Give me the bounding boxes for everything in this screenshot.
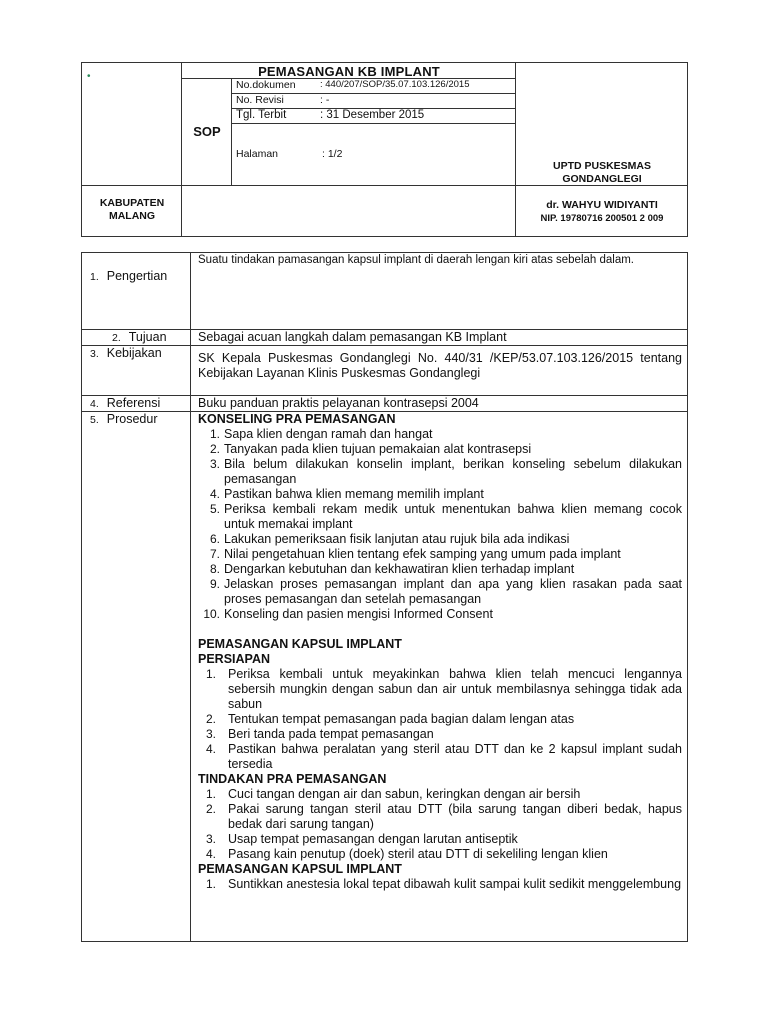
list-item (198, 727, 682, 742)
referensi-label (90, 396, 160, 410)
list-item-text: Pakai sarung tangan steril atau DTT (bila sarung tangan diberi bedak, hapus bedak dari sarung tangan) (228, 802, 682, 831)
kapsul-heading: PEMASANGAN KAPSUL IMPLANT (198, 637, 402, 651)
no-revisi-value: : - (320, 94, 330, 106)
header-divider (231, 123, 515, 124)
list-item-text: Konseling dan pasien mengisi Informed Consent (224, 607, 493, 621)
list-item-number: 5. (209, 502, 220, 516)
list-item-number: 9. (209, 577, 220, 591)
list-item-number: 1. (205, 877, 216, 891)
sop-header-table (81, 62, 688, 237)
list-item-number: 1. (205, 667, 216, 681)
halaman-value: : 1/2 (322, 148, 343, 160)
organization-name (516, 160, 688, 186)
list-item (198, 847, 682, 862)
list-item-text: Jelaskan proses pemasangan implant dan apa yang klien rasakan pada saat proses pemasangan dan setelah pemasangan (224, 577, 682, 606)
list-item-text: Cuci tangan dengan air dan sabun, keringkan dengan air bersih (228, 787, 581, 801)
list-item-text: Nilai pengetahuan klien tentang efek samping yang umum pada implant (224, 547, 621, 561)
list-item-text: Tanyakan pada klien tujuan pemakaian alat kontrasepsi (224, 442, 532, 456)
no-dokumen-label: No.dokumen (236, 79, 296, 91)
tujuan-label-text: Tujuan (128, 330, 167, 344)
tindakan-list (198, 787, 682, 862)
list-item (198, 742, 682, 772)
organization-line-1: UPTD PUSKESMAS (552, 160, 651, 172)
list-item-text: Suntikkan anestesia lokal tepat dibawah kulit sampai kulit sedikit menggelembung (228, 877, 682, 891)
list-item-number: 4. (205, 742, 216, 756)
prosedur-label (90, 412, 158, 426)
tujuan-label (112, 330, 167, 344)
list-item (198, 787, 682, 802)
list-item (198, 577, 682, 607)
list-item (198, 457, 682, 487)
tujuan-text: Sebagai acuan langkah dalam pemasangan KB Implant (198, 330, 507, 344)
list-item (198, 667, 682, 712)
list-item-number: 4. (205, 847, 216, 861)
green-dot-mark: • (87, 71, 91, 82)
referensi-label-text: Referensi (106, 396, 161, 410)
sop-content-table (81, 252, 688, 942)
list-item-number: 2. (209, 442, 220, 456)
list-item-text: Bila belum dilakukan konselin implant, berikan konseling sebelum dilakukan pemasangan (224, 457, 682, 486)
no-revisi-label: No. Revisi (236, 94, 284, 106)
prosedur-number: 5. (90, 414, 99, 426)
prosedur-label-text: Prosedur (106, 412, 158, 426)
list-item-text: Pastikan bahwa klien memang memilih implant (224, 487, 484, 501)
kebijakan-label (90, 346, 162, 360)
list-item (198, 562, 682, 577)
pemasangan-list (198, 877, 682, 892)
list-item-number: 4. (209, 487, 220, 501)
list-item-text: Sapa klien dengan ramah dan hangat (224, 427, 433, 441)
list-item-number: 7. (209, 547, 220, 561)
list-item (198, 547, 682, 562)
list-item (198, 712, 682, 727)
list-item-text: Usap tempat pemasangan dengan larutan antiseptik (228, 832, 518, 846)
list-item-number: 6. (209, 532, 220, 546)
list-item-text: Beri tanda pada tempat pemasangan (228, 727, 434, 741)
pengertian-label-text: Pengertian (106, 269, 168, 283)
list-item-text: Pastikan bahwa peralatan yang steril atau DTT dan ke 2 kapsul implant sudah tersedia (228, 742, 682, 771)
list-item (198, 502, 682, 532)
list-item (198, 607, 682, 622)
list-item-text: Pasang kain penutup (doek) steril atau DTT di sekeliling lengan klien (228, 847, 608, 861)
kebijakan-label-text: Kebijakan (106, 346, 162, 360)
region-name (82, 197, 182, 223)
pengertian-number: 1. (90, 271, 99, 283)
row-divider (82, 345, 687, 346)
list-item-number: 2. (205, 712, 216, 726)
persiapan-heading: PERSIAPAN (198, 652, 271, 666)
konseling-heading: KONSELING PRA PEMASANGAN (198, 412, 396, 426)
list-item-text: Periksa kembali rekam medik untuk menentukan bahwa klien memang cocok untuk memakai implant (224, 502, 682, 531)
region-line-2: MALANG (108, 210, 156, 222)
organization-line-2: GONDANGLEGI (562, 173, 642, 185)
tujuan-number: 2. (112, 332, 121, 344)
list-item (198, 487, 682, 502)
prosedur-content (198, 412, 682, 892)
konseling-list (198, 427, 682, 622)
tindakan-heading: TINDAKAN PRA PEMASANGAN (198, 772, 387, 786)
halaman-label: Halaman (236, 148, 279, 160)
list-item-text: Tentukan tempat pemasangan pada bagian dalam lengan atas (228, 712, 575, 726)
column-divider (190, 253, 191, 941)
list-item-number: 3. (205, 727, 216, 741)
kebijakan-number: 3. (90, 348, 99, 360)
pengertian-label (90, 269, 167, 283)
signatory-name: dr. WAHYU WIDIYANTI (546, 199, 658, 211)
tgl-terbit-label: Tgl. Terbit (236, 109, 287, 121)
list-item-text: Dengarkan kebutuhan dan kekhawatiran klien terhadap implant (224, 562, 575, 576)
list-item-text: Lakukan pemeriksaan fisik lanjutan atau rujuk bila ada indikasi (224, 532, 570, 546)
list-item (198, 802, 682, 832)
referensi-number: 4. (90, 398, 99, 410)
kebijakan-text: SK Kepala Puskesmas Gondanglegi No. 440/31 /KEP/53.07.103.126/2015 tentang Kebijakan Layanan Klinis Puskesmas Gondanglegi (198, 351, 682, 380)
document-title: PEMASANGAN KB IMPLANT (258, 64, 440, 79)
list-item (198, 877, 682, 892)
list-item-number: 3. (205, 832, 216, 846)
persiapan-list (198, 667, 682, 772)
tgl-terbit-value: : 31 Desember 2015 (320, 109, 425, 121)
referensi-text: Buku panduan praktis pelayanan kontrasepsi 2004 (198, 396, 479, 410)
list-item (198, 427, 682, 442)
signatory-nip: NIP. 19780716 200501 2 009 (540, 213, 664, 224)
list-item-text: Periksa kembali untuk meyakinkan bahwa klien telah mencuci lengannya sebersih mungkin dengan sabun dan air untuk membilasnya sehingga tidak ada sabun (228, 667, 682, 711)
list-item-number: 3. (209, 457, 220, 471)
list-item-number: 2. (205, 802, 216, 816)
region-line-1: KABUPATEN (99, 197, 165, 209)
list-item (198, 832, 682, 847)
list-item (198, 532, 682, 547)
sop-label: SOP (193, 124, 221, 139)
signatory (516, 199, 688, 225)
list-item-number: 10. (203, 607, 220, 621)
no-dokumen-value: : 440/207/SOP/35.07.103.126/2015 (320, 79, 470, 90)
list-item-number: 8. (209, 562, 220, 576)
list-item-number: 1. (209, 427, 220, 441)
pengertian-text: Suatu tindakan pamasangan kapsul implant di daerah lengan kiri atas sebelah dalam. (198, 254, 635, 266)
list-item-number: 1. (205, 787, 216, 801)
list-item (198, 442, 682, 457)
pemasangan-heading: PEMASANGAN KAPSUL IMPLANT (198, 862, 402, 876)
